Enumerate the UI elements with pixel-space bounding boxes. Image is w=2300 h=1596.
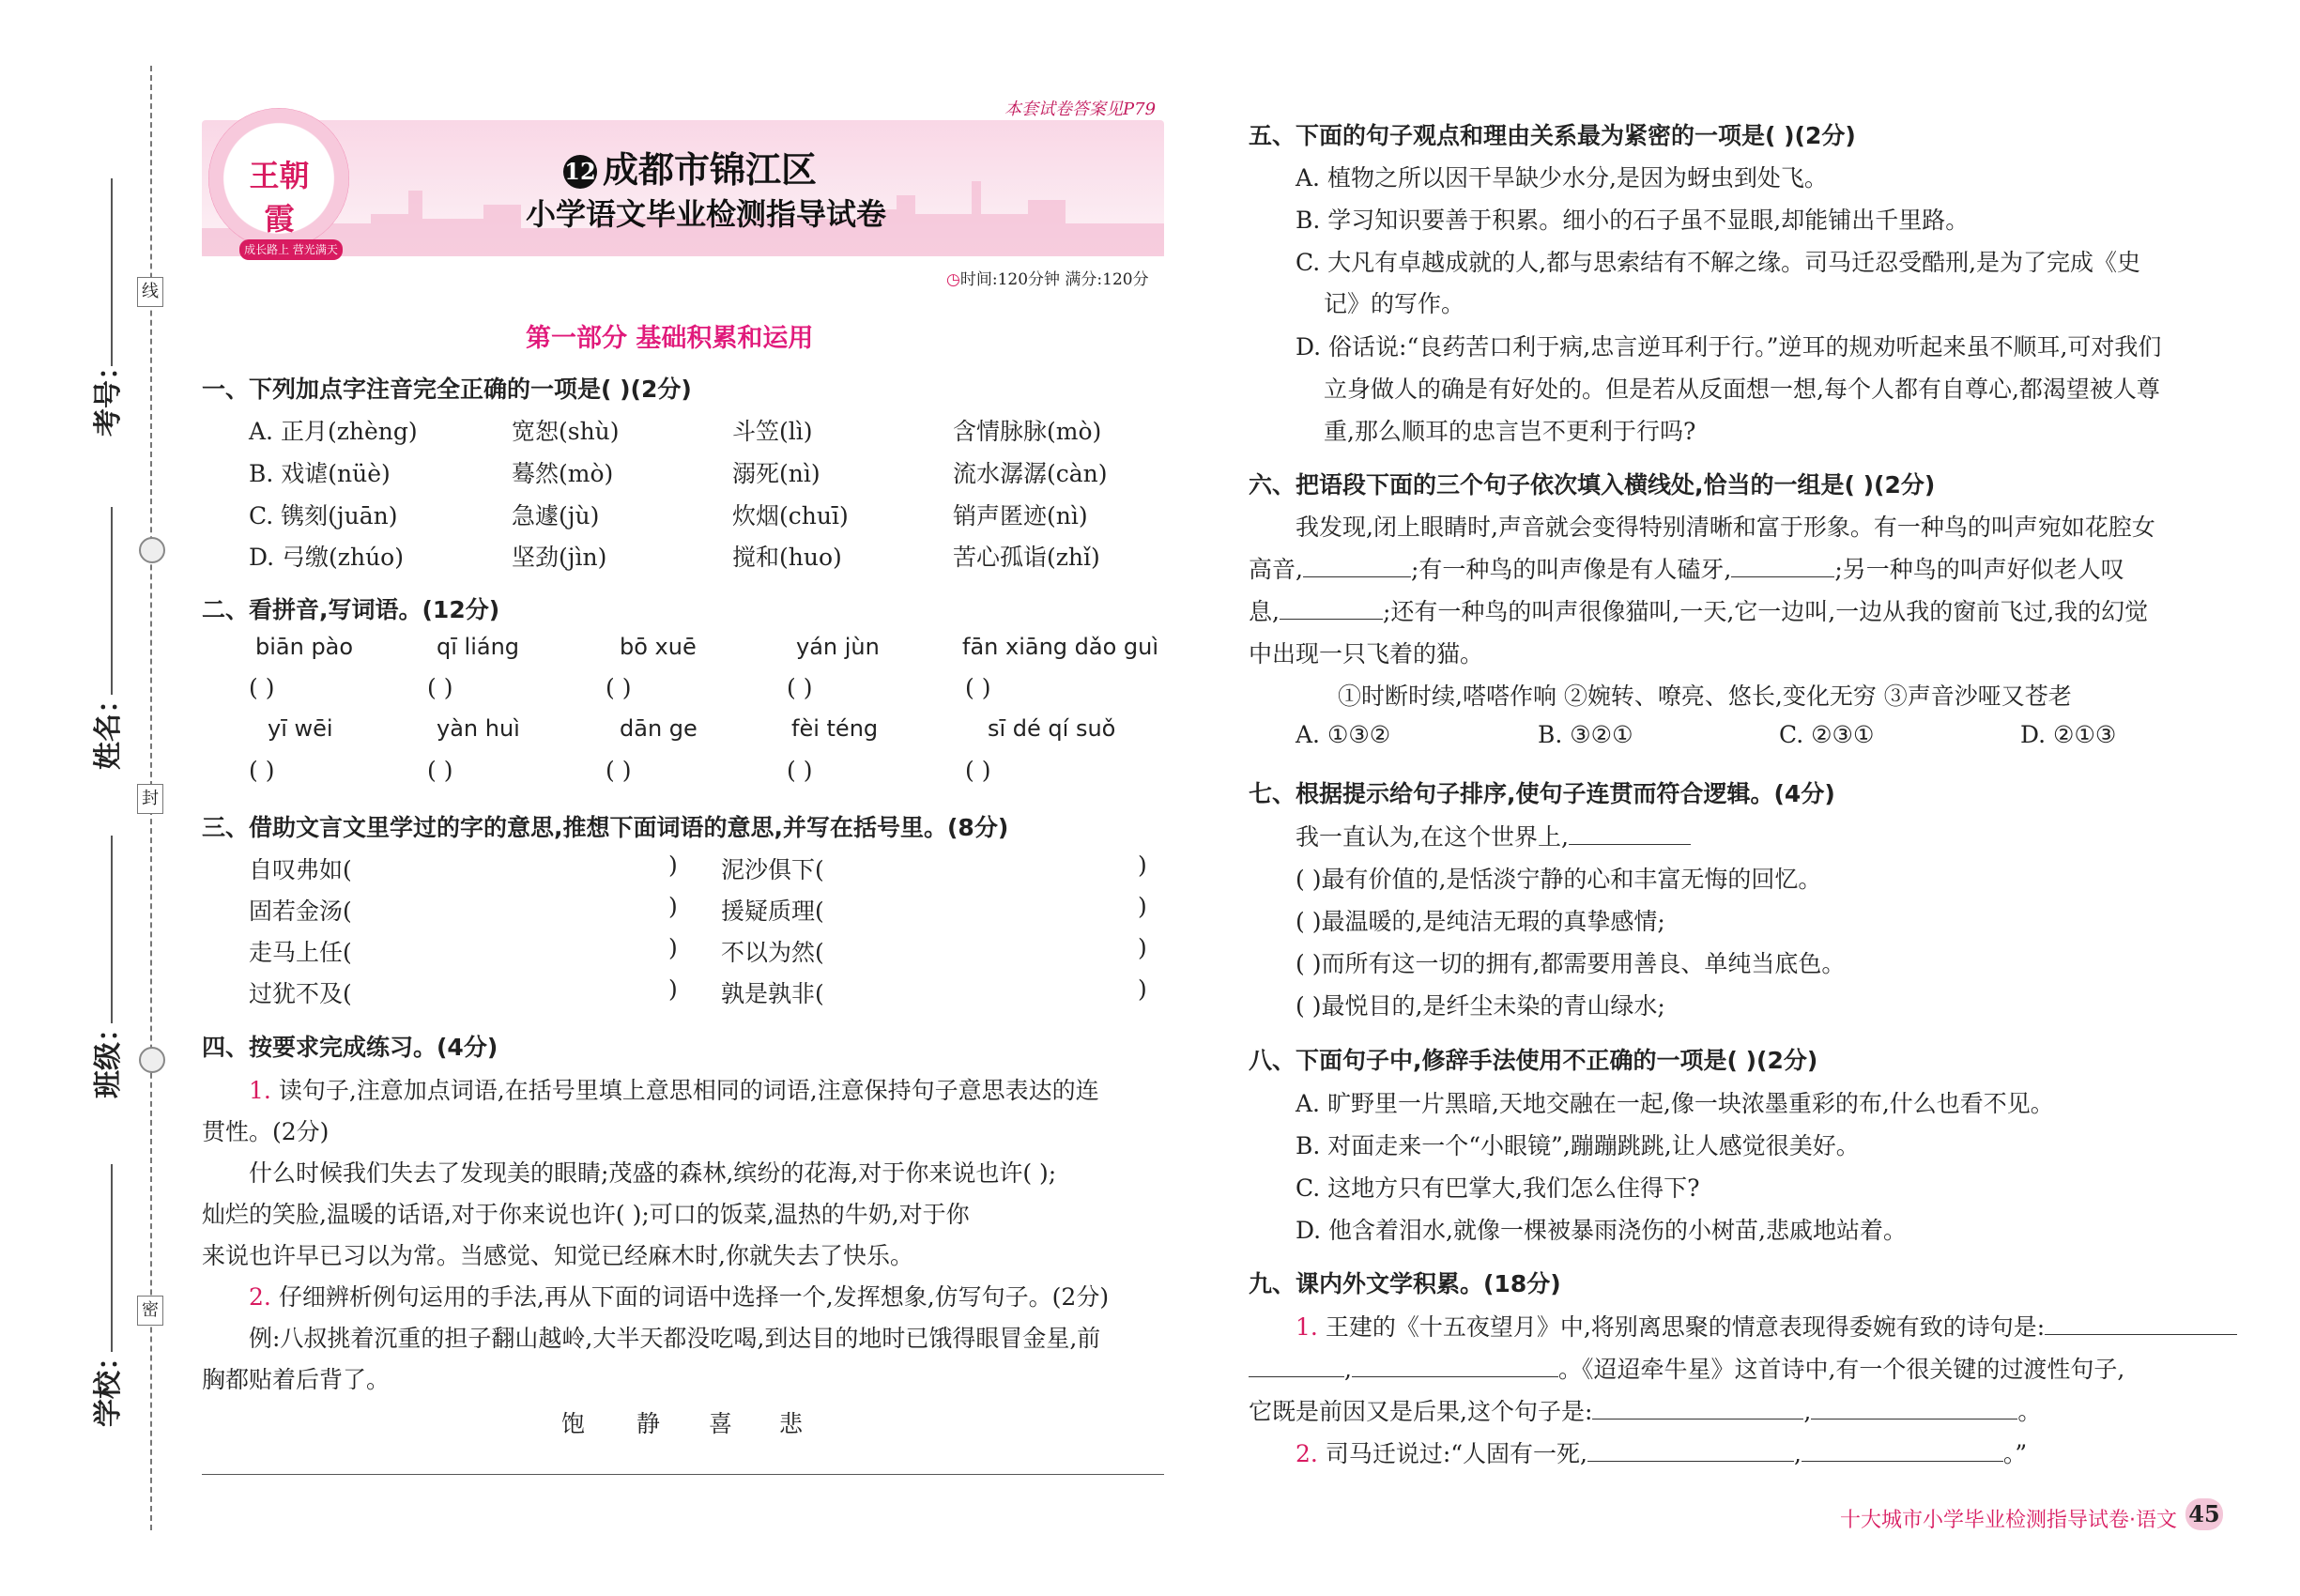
q1-c2: 急遽(jù) xyxy=(512,502,600,529)
q3-heading: 三、借助文言文里学过的字的意思,推想下面词语的意思,并写在括号里。(8分) xyxy=(202,814,1009,841)
class-line xyxy=(111,836,113,1023)
scissors-icon xyxy=(139,537,165,563)
bracket-close: ) xyxy=(668,852,678,879)
q1-b3: 溺死(nì) xyxy=(732,460,820,487)
q1-a2: 宽恕(shù) xyxy=(512,418,620,445)
q5-option-a: A. 植物之所以因干旱缺少水分,是因为蚜虫到处飞。 xyxy=(1296,164,1828,192)
q1-a3: 斗笠(lì) xyxy=(732,418,813,445)
q6-para-3: 息, ;还有一种鸟的叫声很像猫叫,一天,它一边叫,一边从我的窗前飞过,我的幻觉 xyxy=(1249,598,2149,625)
q1-a1: A. 正月(zhèng) xyxy=(249,418,418,445)
q7-heading: 七、根据提示给句子排序,使句子连贯而符合逻辑。(4分) xyxy=(1249,780,1835,807)
q9-item-2: 2. 司马迁说过:“人固有一死, , 。” xyxy=(1296,1440,2028,1467)
page-number: 45 xyxy=(2185,1498,2223,1530)
q4-p1-line5: 来说也许早已习以为常。当感觉、知觉已经麻木时,你就失去了快乐。 xyxy=(202,1242,913,1269)
answer-line[interactable] xyxy=(202,1474,1164,1475)
scissors-icon xyxy=(139,1047,165,1073)
time-info: ◷时间:120分钟 满分:120分 xyxy=(946,270,1149,289)
fill-blank[interactable] xyxy=(1569,844,1691,845)
fill-blank[interactable] xyxy=(1731,576,1834,577)
fill-blank[interactable] xyxy=(2045,1334,2237,1335)
q5-option-d-cont2: 重,那么顺耳的忠言岂不更利于行吗? xyxy=(1324,418,1696,445)
q4-heading: 四、按要求完成练习。(4分) xyxy=(202,1034,498,1061)
bracket-close: ) xyxy=(1138,852,1147,879)
paper-subtitle: 小学语文毕业检测指导试卷 xyxy=(526,196,887,232)
q7-item-1: ( )最有价值的,是恬淡宁静的心和丰富无悔的回忆。 xyxy=(1296,866,1822,893)
q4-p1-line4: 灿烂的笑脸,温暖的话语,对于你来说也许( );可口的饭菜,温热的牛奶,对于你 xyxy=(202,1201,970,1228)
fill-blank[interactable] xyxy=(1802,1461,2003,1462)
q1-a4: 含情脉脉(mò) xyxy=(953,418,1102,445)
bracket-close: ) xyxy=(1138,975,1147,1003)
q6-choice-b: B. ③②① xyxy=(1538,721,1633,748)
q6-para-1: 我发现,闭上眼睛时,声音就会变得特别清晰和富于形象。有一种鸟的叫声宛如花腔女 xyxy=(1296,514,2155,541)
q3-left-2: 固若金汤( xyxy=(249,898,352,925)
fill-blank[interactable] xyxy=(1811,1419,2017,1420)
q3-left-3: 走马上任( xyxy=(249,939,352,966)
q5-option-b: B. 学习知识要善于积累。细小的石子虽不显眼,却能铺出千里路。 xyxy=(1296,207,1970,234)
q8-option-c: C. 这地方只有巴掌大,我们怎么住得下? xyxy=(1296,1174,1700,1202)
answer-blank[interactable]: ( ) xyxy=(787,757,813,784)
footer-series-title: 十大城市小学毕业检测指导试卷·语文 xyxy=(1840,1509,2177,1532)
q3-left-1: 自叹弗如( xyxy=(249,856,352,883)
fill-blank[interactable] xyxy=(1280,619,1383,620)
answer-blank[interactable]: ( ) xyxy=(606,757,632,784)
fill-blank[interactable] xyxy=(1587,1461,1794,1462)
pinyin: fèi téng xyxy=(791,715,879,742)
word-option: 饱 xyxy=(561,1410,586,1437)
q6-choice-d: D. ②①③ xyxy=(2020,721,2117,748)
q9-item-1-line3: 它既是前因又是后果,这个句子是: , 。 xyxy=(1249,1398,2042,1425)
fill-blank[interactable] xyxy=(1352,1376,1558,1377)
q3-right-2: 援疑质理( xyxy=(721,898,824,925)
brand-tagline: 成长路上 营光满天 xyxy=(239,239,343,260)
q5-option-c: C. 大凡有卓越成就的人,都与思索结有不解之缘。司马迁忍受酷刑,是为了完成《史 xyxy=(1296,249,2141,276)
q5-option-d: D. 俗话说:“良药苦口利于病,忠言逆耳利于行。”逆耳的规劝听起来虽不顺耳,可对我们 xyxy=(1296,333,2162,361)
pinyin: dān ge xyxy=(620,715,698,742)
q9-item-1-line2: , 。《迢迢牵牛星》这首诗中,有一个很关键的过渡性句子, xyxy=(1249,1351,2124,1385)
pinyin: fān xiāng dǎo guì xyxy=(962,634,1159,660)
q7-intro: 我一直认为,在这个世界上, xyxy=(1296,819,1691,852)
bracket-close: ) xyxy=(668,893,678,920)
seal-char-line: 线 xyxy=(137,277,163,307)
q1-c4: 销声匿迹(nì) xyxy=(953,502,1088,529)
answer-blank[interactable]: ( ) xyxy=(965,757,991,784)
answer-blank[interactable]: ( ) xyxy=(965,674,991,701)
brand-logo-text: 王朝霞 xyxy=(249,158,310,237)
answer-blank[interactable]: ( ) xyxy=(249,674,275,701)
paper-number-badge: 12 xyxy=(563,155,597,189)
q6-sentence-options: ①时断时续,嗒嗒作响 ②婉转、嘹亮、悠长,变化无穷 ③声音沙哑又苍老 xyxy=(1338,683,2072,710)
q8-option-d: D. 他含着泪水,就像一棵被暴雨浇伤的小树苗,悲戚地站着。 xyxy=(1296,1217,1907,1244)
q6-choice-c: C. ②③① xyxy=(1779,721,1875,748)
q3-right-3: 不以为然( xyxy=(721,939,824,966)
pinyin: yàn huì xyxy=(437,715,520,742)
seal-char-secret: 密 xyxy=(137,1296,163,1326)
word-option: 悲 xyxy=(779,1410,804,1437)
q3-right-1: 泥沙俱下( xyxy=(721,856,824,883)
q6-heading: 六、把语段下面的三个句子依次填入横线处,恰当的一组是( )(2分) xyxy=(1249,471,1936,499)
q1-d2: 坚劲(jìn) xyxy=(512,544,607,571)
q6-para-2: 高音, ;有一种鸟的叫声像是有人磕牙, ;另一种鸟的叫声好似老人叹 xyxy=(1249,556,2124,583)
q3-right-4: 孰是孰非( xyxy=(721,980,824,1007)
q4-p1-line2: 贯性。(2分) xyxy=(202,1118,330,1145)
q9-item-1-line1: 1. 王建的《十五夜望月》中,将别离思聚的情意表现得委婉有致的诗句是: xyxy=(1296,1309,2237,1343)
bracket-close: ) xyxy=(668,975,678,1003)
answer-blank[interactable]: ( ) xyxy=(249,757,275,784)
pinyin: bō xuē xyxy=(620,634,697,660)
q4-p1-line1: 1. 读句子,注意加点词语,在括号里填上意思相同的词语,注意保持句子意思表达的连 xyxy=(249,1077,1099,1104)
name-label: 姓名： xyxy=(92,685,125,770)
word-option: 静 xyxy=(636,1410,661,1437)
q8-option-b: B. 对面走来一个“小眼镜”,蹦蹦跳跳,让人感觉很美好。 xyxy=(1296,1132,1860,1159)
school-line xyxy=(111,1164,113,1352)
q2-heading: 二、看拼音,写词语。(12分) xyxy=(202,596,500,623)
bracket-close: ) xyxy=(1138,893,1147,920)
paper-title: 12 成都市锦江区 xyxy=(564,148,818,191)
pinyin: biān pào xyxy=(255,634,354,660)
q7-item-4: ( )最悦目的,是纤尘未染的青山绿水; xyxy=(1296,992,1665,1020)
q6-choice-a: A. ①③② xyxy=(1296,721,1391,748)
q4-p2-line3: 胸都贴着后背了。 xyxy=(202,1366,391,1393)
q7-item-2: ( )最温暖的,是纯洁无瑕的真挚感情; xyxy=(1296,908,1665,935)
pinyin: yī wēi xyxy=(268,715,333,742)
q8-option-a: A. 旷野里一片黑暗,天地交融在一起,像一块浓墨重彩的布,什么也看不见。 xyxy=(1296,1090,2054,1117)
fill-blank[interactable] xyxy=(1249,1376,1344,1377)
class-label: 班级： xyxy=(92,1014,125,1098)
name-line xyxy=(111,507,113,695)
seal-char-seal: 封 xyxy=(137,784,163,814)
fill-blank[interactable] xyxy=(1303,576,1411,577)
q5-option-c-cont: 记》的写作。 xyxy=(1324,290,1465,317)
q6-para-4: 中出现一只飞着的猫。 xyxy=(1249,640,1484,668)
clock-icon: ◷ xyxy=(946,270,960,289)
q1-heading: 一、下列加点字注音完全正确的一项是( )(2分) xyxy=(202,376,692,403)
exam-number-line xyxy=(111,178,113,366)
q4-p2-line1: 2. 仔细辨析例句运用的手法,再从下面的词语中选择一个,发挥想象,仿写句子。(2分) xyxy=(249,1283,1110,1311)
q5-heading: 五、下面的句子观点和理由关系最为紧密的一项是( )(2分) xyxy=(1249,122,1856,149)
q1-b4: 流水潺潺(càn) xyxy=(953,460,1108,487)
pinyin: sī dé qí suǒ xyxy=(988,715,1116,742)
q3-left-4: 过犹不及( xyxy=(249,980,352,1007)
q8-heading: 八、下面句子中,修辞手法使用不正确的一项是( )(2分) xyxy=(1249,1047,1818,1074)
answer-blank[interactable]: ( ) xyxy=(427,757,453,784)
q1-c1: C. 镌刻(juān) xyxy=(249,502,398,529)
q9-heading: 九、课内外文学积累。(18分) xyxy=(1249,1270,1561,1297)
q1-d4: 苦心孤诣(zhǐ) xyxy=(953,544,1100,571)
fill-blank[interactable] xyxy=(1592,1419,1803,1420)
q1-b1: B. 戏谑(nüè) xyxy=(249,460,391,487)
answer-note: 本套试卷答案见P79 xyxy=(1004,100,1157,119)
q5-option-d-cont1: 立身做人的确是有好处的。但是若从反面想一想,每个人都有自尊心,都渴望被人尊 xyxy=(1324,376,2160,403)
q1-b2: 蓦然(mò) xyxy=(512,460,614,487)
q4-p1-line3: 什么时候我们失去了发现美的眼睛;茂盛的森林,缤纷的花海,对于你来说也许( ); xyxy=(249,1159,1057,1187)
pinyin: yán jùn xyxy=(796,634,880,660)
q1-d3: 搅和(huo) xyxy=(732,544,842,571)
q4-p2-line2: 例:八叔挑着沉重的担子翻山越岭,大半天都没吃喝,到达目的地时已饿得眼冒金星,前 xyxy=(249,1325,1101,1352)
word-option: 喜 xyxy=(709,1410,733,1437)
exam-number-label: 考号： xyxy=(92,352,125,437)
q1-d1: D. 弓缴(zhúo) xyxy=(249,544,404,571)
q1-c3: 炊烟(chuī) xyxy=(732,502,849,529)
answer-blank[interactable]: ( ) xyxy=(427,674,453,701)
pinyin: qī liáng xyxy=(437,634,520,660)
q7-item-3: ( )而所有这一切的拥有,都需要用善良、单纯当底色。 xyxy=(1296,950,1846,977)
bracket-close: ) xyxy=(668,934,678,961)
school-label: 学校： xyxy=(92,1343,125,1427)
part-one-title: 第一部分 基础积累和运用 xyxy=(526,324,814,353)
answer-blank[interactable]: ( ) xyxy=(787,674,813,701)
answer-blank[interactable]: ( ) xyxy=(606,674,632,701)
bracket-close: ) xyxy=(1138,934,1147,961)
